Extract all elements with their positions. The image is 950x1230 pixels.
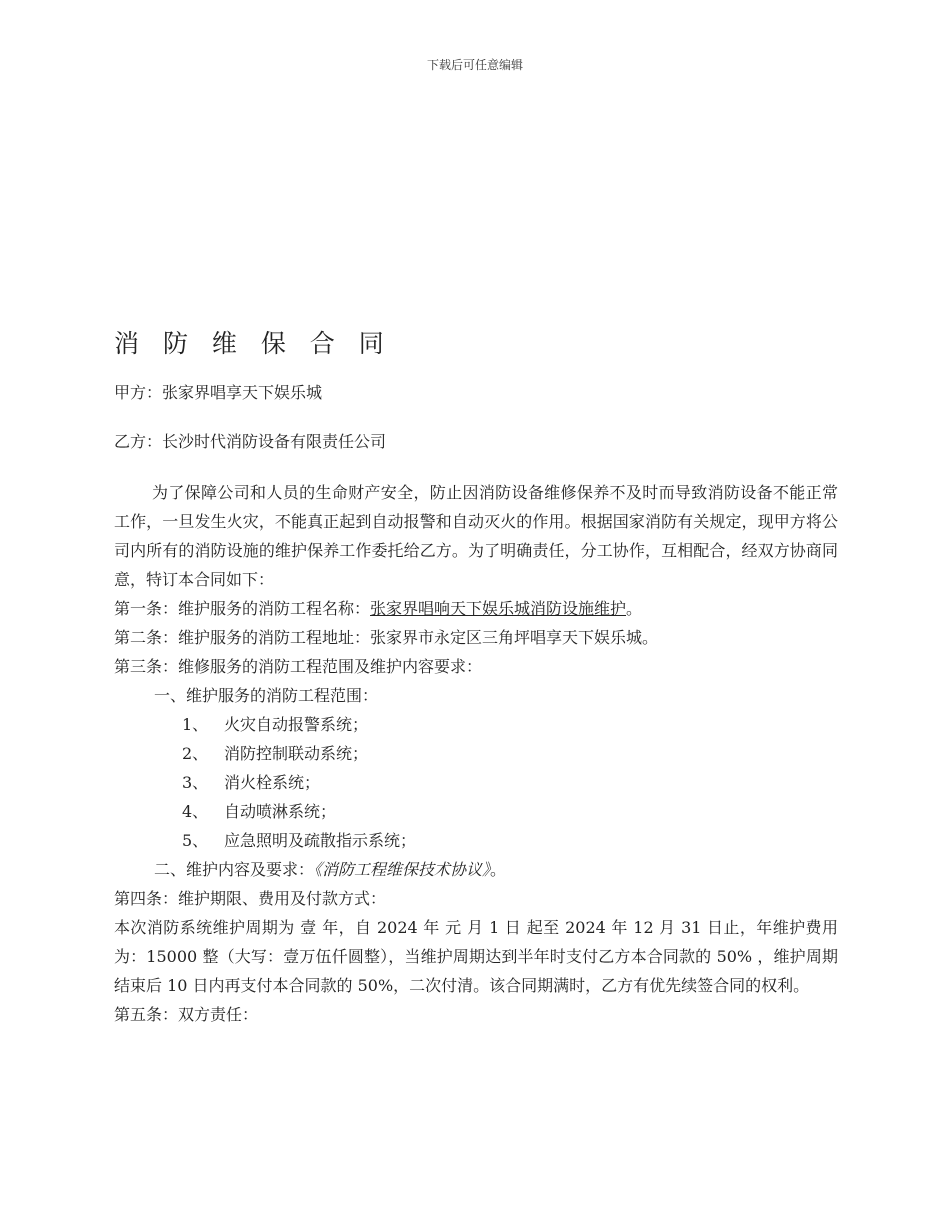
requirements-line (114, 855, 838, 884)
scope-item (114, 826, 838, 855)
scope-item-text: 消防控制联动系统； (224, 744, 369, 763)
article-5-heading: 第五条：双方责任： (114, 1005, 259, 1024)
intro-paragraph: 为了保障公司和人员的生命财产安全，防止因消防设备维修保养不及时而导致消防设备不能正常工作，一旦发生火灾，不能真正起到自动报警和自动灭火的作用。根据国家消防有关规定，现甲方将公司内所有的消防设施的维护保养工作委托给乙方。为了明确责任，分工协作，互相配合，经双方协商同意，特订本合同如下： (114, 483, 838, 589)
scope-item-number: 3、 (182, 773, 209, 792)
technical-agreement-title: 《消防工程维保技术协议》 (314, 860, 491, 879)
scope-item-text: 应急照明及疏散指示系统； (224, 831, 417, 850)
scope-item (114, 768, 838, 797)
scope-item-text: 消火栓系统； (224, 773, 321, 792)
article-3-heading: 第三条：维修服务的消防工程范围及维护内容要求： (114, 657, 483, 676)
scope-item-number: 2、 (182, 744, 209, 763)
article-1 (114, 594, 838, 623)
party-a: 甲方：张家界唱享天下娱乐城 (114, 383, 323, 402)
requirements-prefix: 二、维护内容及要求： (154, 860, 315, 879)
article-2: 第二条：维护服务的消防工程地址：张家界市永定区三角坪唱享天下娱乐城。 (114, 628, 659, 647)
document-title: 消 防 维 保 合 同 (114, 329, 392, 358)
scope-item (114, 710, 838, 739)
contract-document (114, 324, 838, 1029)
scope-item-number: 4、 (182, 802, 209, 821)
scope-item-text: 火灾自动报警系统； (224, 715, 369, 734)
requirements-suffix: 。 (490, 860, 507, 879)
page-header-note: 下载后可任意编辑 (426, 58, 523, 72)
scope-item (114, 797, 838, 826)
article-1-suffix: 。 (626, 599, 643, 618)
scope-item (114, 739, 838, 768)
article-4-body: 本次消防系统维护周期为 壹 年，自 2024 年 元 月 1 日 起至 2024 年 12 月 31 日止，年维护费用为：15000 整（大写：壹万伍仟圆整），当维护周期达到半年时支付乙方本合同款的 50% ，维护周期结束后 10 日内再支付本合同款的 50%，二次付清。该合同期满时，乙方有优先续签合同的权利。 (114, 918, 838, 995)
scope-item-number: 5、 (182, 831, 209, 850)
scope-heading: 一、维护服务的消防工程范围： (154, 686, 379, 705)
party-b: 乙方：长沙时代消防设备有限责任公司 (114, 432, 387, 451)
scope-item-number: 1、 (182, 715, 209, 734)
article-4-heading: 第四条：维护期限、费用及付款方式： (114, 889, 387, 908)
project-name: 张家界唱响天下娱乐城消防设施维护 (370, 599, 627, 618)
article-1-prefix: 第一条：维护服务的消防工程名称： (114, 599, 371, 618)
scope-item-text: 自动喷淋系统； (224, 802, 337, 821)
